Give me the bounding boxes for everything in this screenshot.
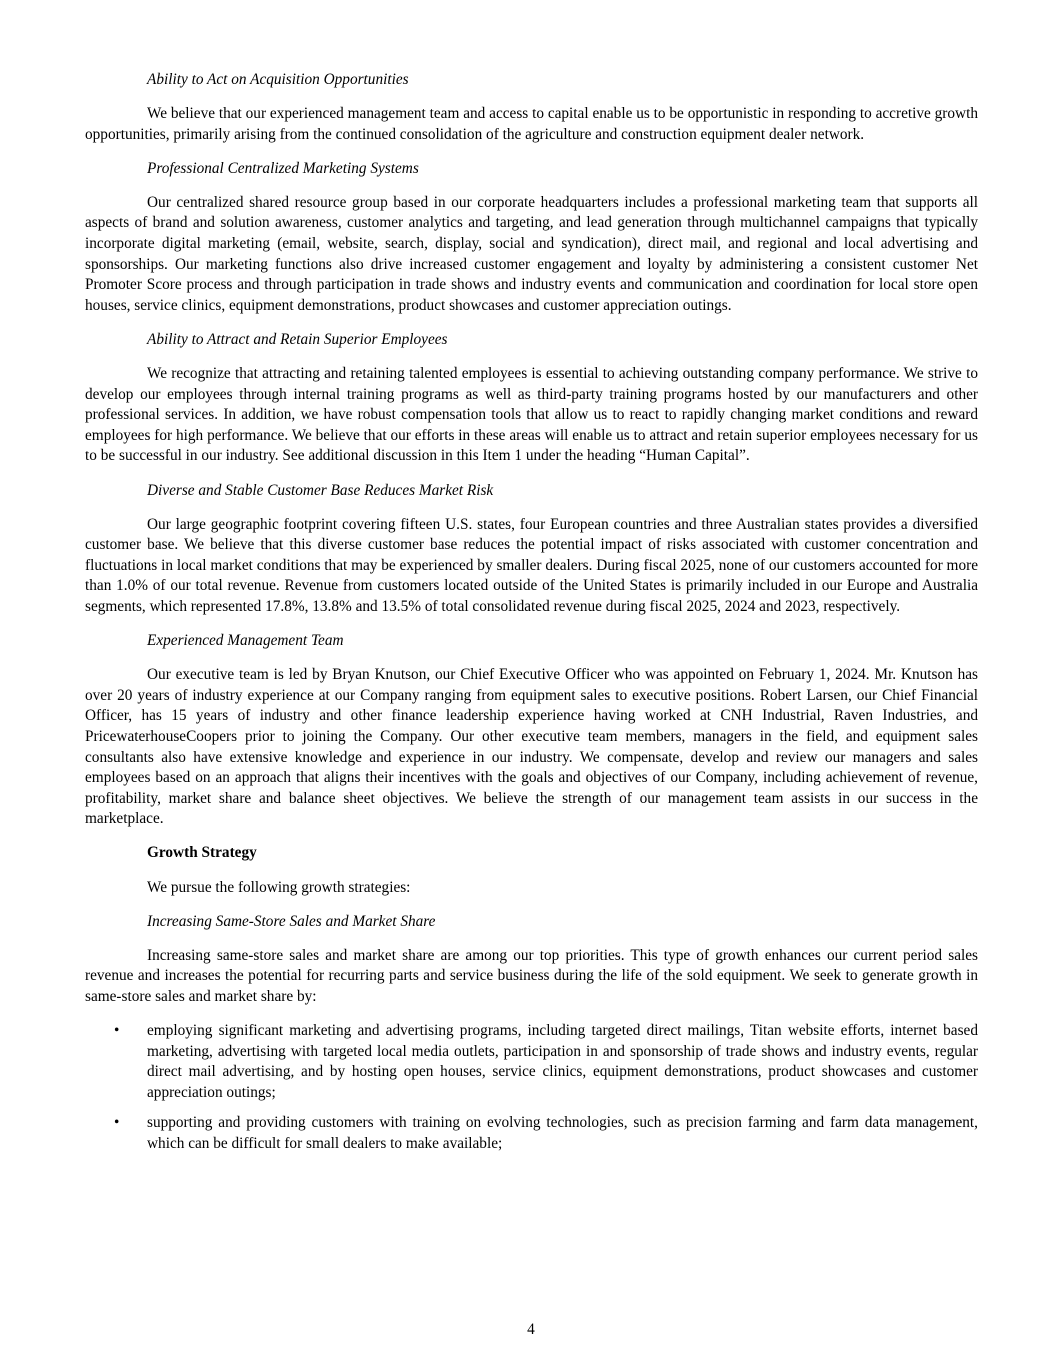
document-page [85, 70, 978, 1165]
section-body-customers: Our large geographic footprint covering fifteen U.S. states, four European countries and three Australian states provides a diversified customer base. We believe that this diverse customer base reduces the potential impact of risks associated with customer concentration and fluctuations in local market conditions that may be experienced by smaller dealers. During fiscal 2025, none of our customers accounted for more than 1.0% of our total revenue. Revenue from customers located outside of the United States is primarily included in our Europe and Australia segments, which represented 17.8%, 13.8% and 13.5% of total consolidated revenue during fiscal 2025, 2024 and 2023, respectively. [85, 515, 978, 615]
section-title-marketing: Professional Centralized Marketing Systems [147, 159, 419, 177]
section-title-customers: Diverse and Stable Customer Base Reduces Market Risk [147, 481, 494, 499]
section-body-management: Our executive team is led by Bryan Knutson, our Chief Executive Officer who was appointed on February 1, 2024. Mr. Knutson has over 20 years of industry experience at our Company ranging from equipment sales to executive positions. Robert Larsen, our Chief Financial Officer, has 15 years of industry and other finance leadership experience having worked at CNH Industrial, Raven Industries, and PricewaterhouseCoopers prior to joining the Company. Our other executive team members, managers in the field, and equipment sales consultants also have extensive knowledge and experience in our industry. We compensate, develop and review our managers and sales employees based on an approach that aligns their incentives with the goals and objectives of our Company, including achievement of revenue, profitability, market share and balance sheet objectives. We believe the strength of our management team assists in our success in the marketplace. [85, 666, 978, 828]
list-item-text: supporting and providing customers with training on evolving technologies, such as precision farming and farm data management, which can be difficult for small dealers to make available; [147, 1114, 978, 1152]
bullet-icon: • [114, 1021, 120, 1039]
section-title-same-store-sales: Increasing Same-Store Sales and Market Share [147, 912, 436, 930]
section-title-acquisition: Ability to Act on Acquisition Opportunities [147, 71, 409, 88]
growth-strategy-heading: Growth Strategy [147, 844, 257, 862]
list-item-text: employing significant marketing and advertising programs, including targeted direct mailings, Titan website efforts, internet based marketing, advertising with targeted local media outlets, participation in and sponsorship of trade shows and industry events, regular direct mail advertising, and by hosting open houses, service clinics, equipment demonstrations, product showcases and customer appreciation outings; [147, 1021, 978, 1101]
section-body-same-store-sales: Increasing same-store sales and market share are among our top priorities. This type of growth enhances our current period sales revenue and increases the potential for recurring parts and service business during the life of the sold equipment. We seek to generate growth in same-store sales and market share by: [85, 946, 978, 1005]
list-item [85, 1113, 978, 1154]
page-number: 4 [527, 1321, 535, 1338]
growth-bullet-list [85, 1021, 978, 1155]
section-title-management: Experienced Management Team [147, 632, 344, 650]
section-body-marketing: Our centralized shared resource group based in our corporate headquarters includes a professional marketing team that supports all aspects of brand and solution awareness, customer analytics and targeting, and lead generation through multichannel campaigns that typically incorporate digital marketing (email, website, search, display, social and syndication), direct mail, and regional and local advertising and sponsorships. Our marketing functions also drive increased customer engagement and loyalty by administering a consistent customer Net Promoter Score process and through participation in trade shows and industry events and communication and coordination for local store open houses, service clinics, equipment demonstrations, product showcases and customer appreciation outings. [85, 193, 978, 314]
section-body-employees: We recognize that attracting and retaining talented employees is essential to achieving outstanding company performance. We strive to develop our employees through internal training programs as well as third-party training programs hosted by our manufacturers and other professional services. In addition, we have robust compensation tools that allow us to react to rapidly changing market conditions and reward employees for high performance. We believe that our efforts in these areas will enable us to attract and retain superior employees necessary for us to be successful in our industry. See additional discussion in this Item 1 under the heading “Human Capital”. [85, 365, 978, 465]
growth-strategy-intro: We pursue the following growth strategies: [147, 878, 411, 896]
section-body-acquisition: We believe that our experienced management team and access to capital enable us to be opportunistic in responding to accretive growth opportunities, primarily arising from the continued consolidation of the agriculture and construction equipment dealer network. [85, 105, 978, 143]
list-item [85, 1021, 978, 1103]
bullet-icon: • [114, 1114, 120, 1132]
section-title-employees: Ability to Attract and Retain Superior Employees [147, 330, 448, 348]
